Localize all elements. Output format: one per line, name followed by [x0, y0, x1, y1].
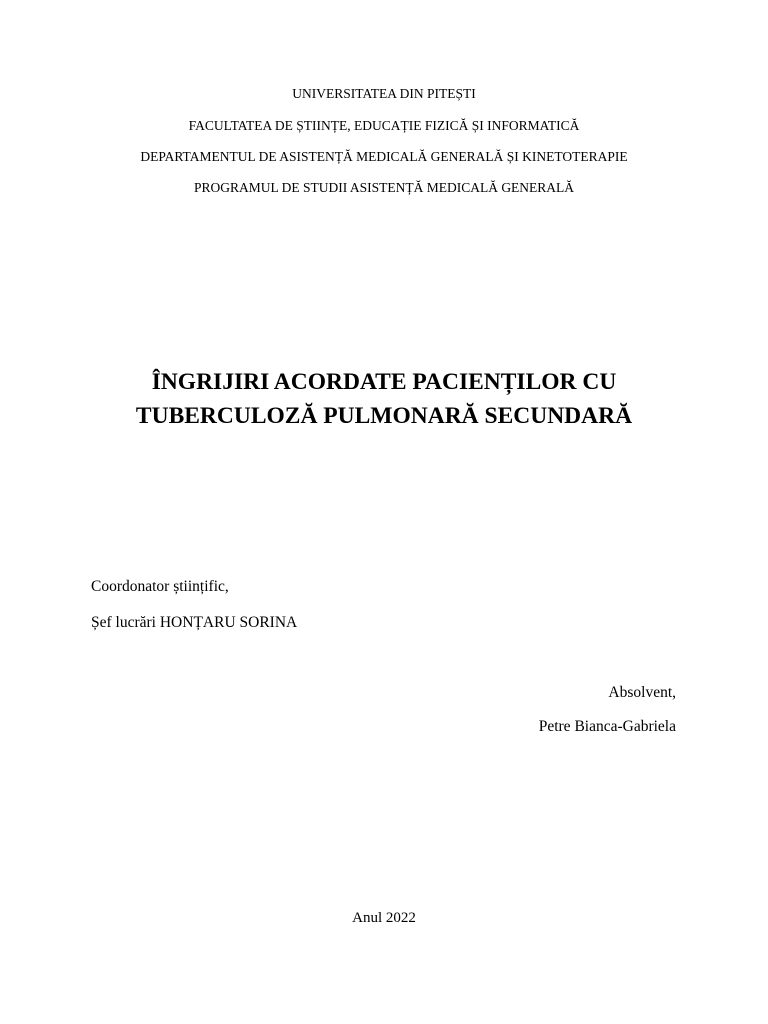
faculty-name: FACULTATEA DE ȘTIINȚE, EDUCAȚIE FIZICĂ ȘI INFORMATICĂ: [188, 118, 580, 133]
program-name: PROGRAMUL DE STUDII ASISTENȚĂ MEDICALĂ GENERALĂ: [193, 180, 575, 195]
coordinator-label: Coordonator științific,: [91, 578, 229, 595]
university-name: UNIVERSITATEA DIN PITEȘTI: [292, 86, 476, 101]
year-label: Anul 2022: [352, 910, 416, 926]
coordinator-name: Șef lucrări HONȚARU SORINA: [91, 614, 298, 631]
thesis-title-line-1: ÎNGRIJIRI ACORDATE PACIENȚILOR CU: [151, 369, 617, 395]
department-name: DEPARTAMENTUL DE ASISTENȚĂ MEDICALĂ GENERALĂ ȘI KINETOTERAPIE: [140, 149, 628, 164]
graduate-label: Absolvent,: [608, 684, 676, 701]
thesis-title-line-2: TUBERCULOZĂ PULMONARĂ SECUNDARĂ: [135, 403, 633, 429]
graduate-name: Petre Bianca-Gabriela: [538, 718, 676, 735]
